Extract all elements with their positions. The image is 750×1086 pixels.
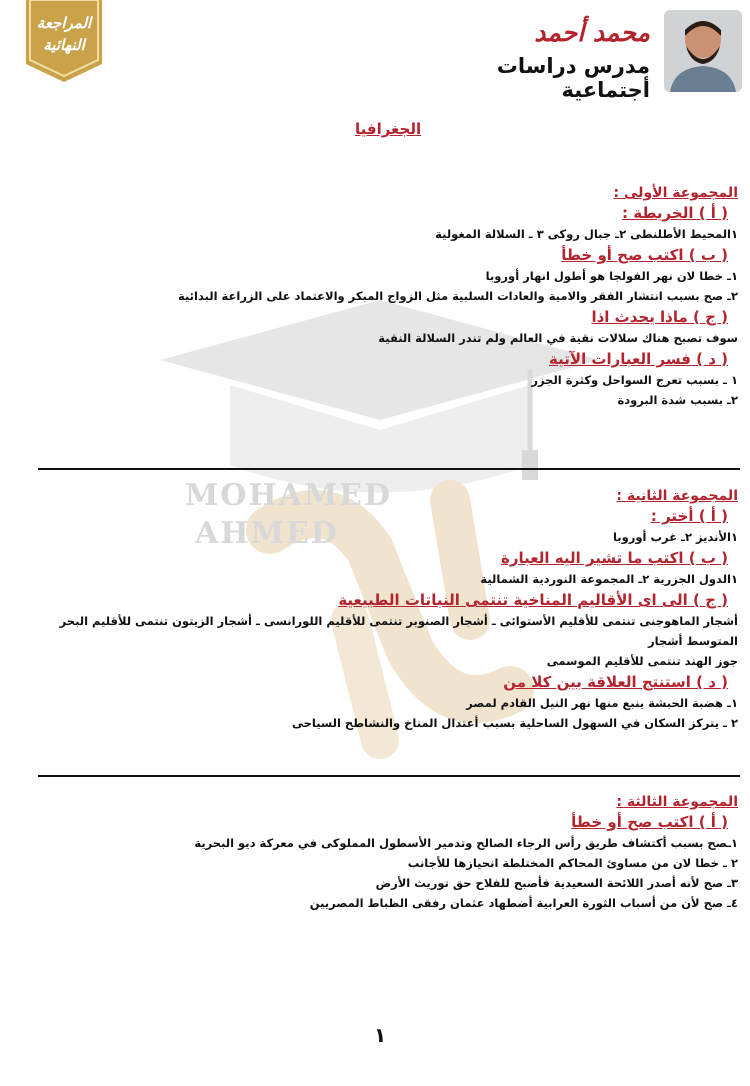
- group2-b-title: ( ب ) اكتب ما تشير اليه العبارة: [501, 549, 728, 567]
- group3-a-title: ( أ ) اكتب صح أو خطأ: [571, 813, 728, 831]
- section-divider: [38, 775, 740, 777]
- group3-a-line1: ١ـصح بسبب أكتشاف طريق رأس الرجاء الصالح وتدمير الأسطول المملوكى في معركة ديو البحرية: [194, 836, 738, 850]
- group2-c-title: ( ج ) الى اى الأقاليم المناخية تنتمى النباتات الطبيعية: [338, 591, 728, 609]
- group1-c-line1: سوف تصبح هناك سلالات نقية في العالم ولم تندر السلالة النقية: [378, 331, 738, 345]
- group3-section: [18, 793, 738, 913]
- group2-d-line2: ٢ ـ يتركز السكان في السهول الساحلية بسبب أعتدال المناخ والنشاطح السياحى: [292, 716, 738, 730]
- teacher-avatar: [664, 10, 742, 92]
- group3-a-line3: ٣ـ صح لأنه أصدر اللائحة السعيدية فأصبح للفلاح حق توريث الأرض: [375, 876, 738, 890]
- group1-a-line1: ١المحيط الأطلنطى ٢ـ جبال روكى ٣ ـ السلالة المغولية: [435, 227, 738, 241]
- group1-b-line1: ١ـ خطا لان نهر الفولجا هو أطول انهار أوروبا: [485, 269, 738, 283]
- final-review-badge: [26, 0, 102, 82]
- group1-d-line2: ٢ـ بسبب شدة البرودة: [617, 393, 738, 407]
- group3-a-line2: ٢ ـ خطا لان من مساوئ المحاكم المختلطة انحيازها للأجانب: [407, 856, 738, 870]
- group1-d-title: ( د ) فسر العبارات الآتية: [549, 350, 728, 368]
- watermark-name-line2: AHMED: [195, 516, 339, 551]
- group2-a-line1: ١الأنديز ٢ـ غرب أوروبا: [612, 530, 738, 544]
- group1-c-title: ( ج ) ماذا يحدث اذا: [591, 308, 728, 326]
- watermark-name-line1: MOHAMED: [185, 478, 393, 513]
- group2-title: المجموعة الثانية :: [616, 488, 738, 504]
- badge-line2: النهائية: [43, 36, 85, 54]
- subject-title: الجغرافيا: [355, 120, 422, 138]
- teacher-name: محمد أحمد: [534, 18, 650, 47]
- group1-d-line1: ١ ـ بسبب تعرج السواحل وكثرة الجزر: [531, 373, 738, 387]
- group2-a-title: ( أ ) أختر :: [650, 507, 728, 525]
- group2-b-line1: ١الدول الجزرية ٢ـ المجموعة النوردية الشمالية: [480, 572, 738, 586]
- group3-a-line4: ٤ـ صح لأن من أسباب الثورة العرابية أضطهاد عثمان رفقى الظباط المصريين: [309, 896, 738, 910]
- group2-d-title: ( د ) استنتج العلاقة بين كلا من: [503, 673, 728, 691]
- page-number: ١: [374, 1023, 387, 1047]
- group3-title: المجموعة الثالثة :: [616, 794, 738, 810]
- group2-section: [18, 487, 738, 733]
- group2-c-line2: جوز الهند تنتمى للأقليم الموسمى: [546, 654, 738, 668]
- group1-section: [18, 184, 738, 410]
- group1-b-title: ( ب ) اكتب صح أو خطأ: [561, 246, 728, 264]
- group1-b-line2: ٢ـ صح بسبب انتشار الفقر والامية والعادات السلبية مثل الزواج المبكر والاعتماد على الزراعة البدائية: [178, 289, 738, 303]
- teacher-title: مدرس دراسات أجتماعية: [496, 54, 650, 102]
- group1-title: المجموعة الأولى :: [613, 185, 738, 201]
- group1-a-title: ( أ ) الخريطة :: [622, 204, 728, 222]
- group2-d-line1: ١ـ هضبة الحبشة ينبع منها نهر النيل القادم لمصر: [466, 696, 738, 710]
- group2-c-line1: أشجار الماهوجنى تنتمى للأقليم الأستوائى ـ أشجار الصنوبر تنتمى للأقليم اللورانسى ـ أشجار الزيتون تنتمى للأقليم البحر المتوسط أشجار: [59, 614, 738, 648]
- section-divider: [38, 468, 740, 470]
- badge-line1: المراجعة: [36, 14, 92, 32]
